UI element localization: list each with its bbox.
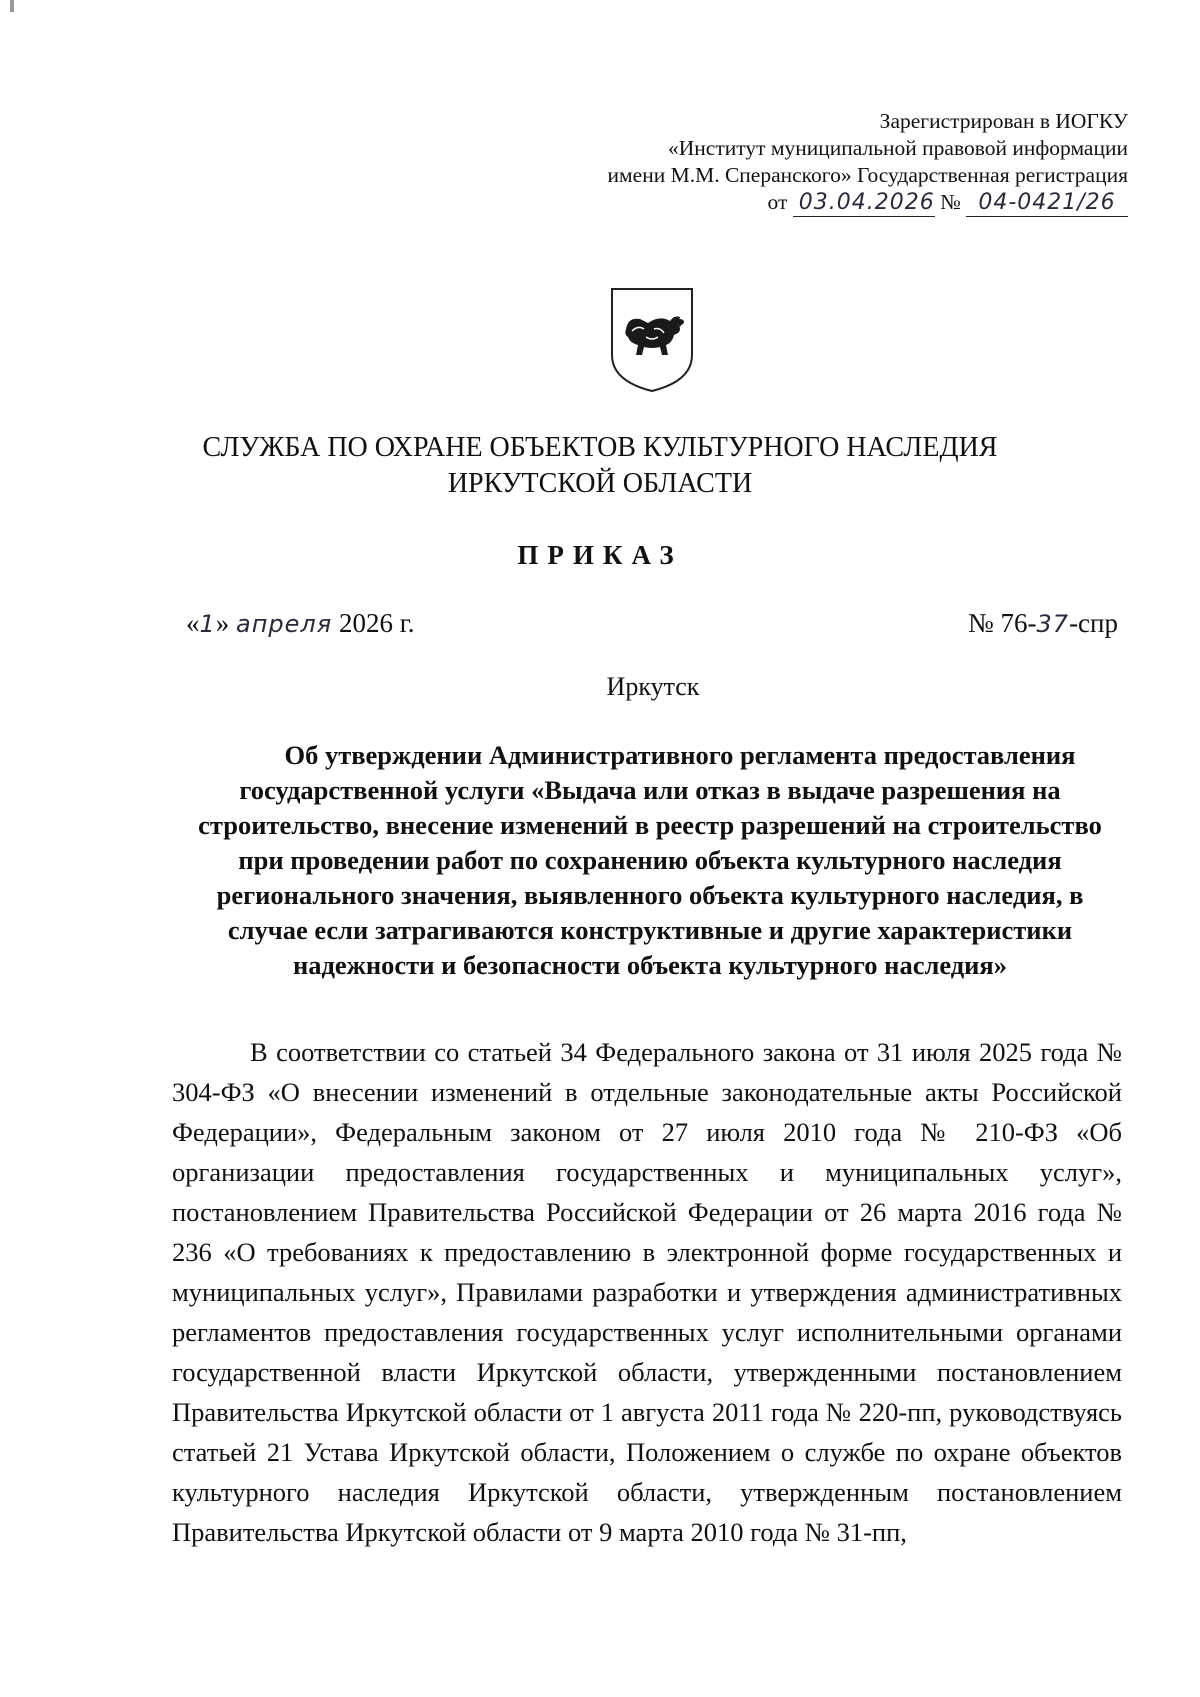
order-number-handwritten: 37 — [1036, 610, 1070, 638]
irkutsk-coat-of-arms-icon — [608, 285, 696, 395]
document-title: Об утверждении Административного регламента предоставления государственной услуги «Выдача или отказ в выдаче разрешения на строительство, внесение изменений в реестр разрешений на строительство при проведении работ по сохранению объекта культурного наследия регионального значения, выявленного объекта культурного наследия, в случае если затрагиваются конструктивные и другие характеристики надежности и безопасности объекта культурного наследия» — [198, 740, 1102, 980]
date-day: 1 — [199, 610, 216, 638]
registration-line-3: имени М.М. Сперанского» Государственная регистрация — [607, 163, 1128, 187]
order-date — [186, 608, 415, 639]
registration-line-2: «Институт муниципальной правовой информации — [668, 136, 1128, 160]
body-paragraph: В соответствии со статьей 34 Федерального закона от 31 июля 2025 года № 304-ФЗ «О внесении изменений в отдельные законодательные акты Российской Федерации», Федеральным законом от 27 июля 2010 года № 210-ФЗ «Об организации предоставления государственных и муниципальных услуг», постановлением Правительства Российской Федерации от 26 марта 2016 года № 236 «О требованиях к предоставлению в электронной форме государственных и муниципальных услуг», Правилами разработки и утверждения административных регламентов предоставления государственных услуг исполнительными органами государственной власти Иркутской области, утвержденными постановлением Правительства Иркутской области от 1 августа 2011 года № 220-пп, руководствуясь статьей 21 Устава Иркутской области, Положением о службе по охране объектов культурного наследия Иркутской области, утвержденным постановлением Правительства Иркутской области от 9 марта 2010 года № 31-пп, — [172, 1037, 1122, 1547]
order-number-suffix: -спр — [1069, 608, 1118, 638]
order-number — [968, 608, 1118, 639]
city: Иркутск — [606, 672, 700, 701]
date-month: апреля — [236, 610, 333, 638]
registration-from-label: от — [767, 190, 788, 214]
registration-date: 03.04.2026 — [793, 189, 935, 217]
registration-number-label: № — [940, 190, 961, 214]
date-quote-open: « — [186, 608, 200, 638]
date-year: 2026 г. — [338, 608, 415, 638]
registration-number: 04-0421/26 — [966, 189, 1128, 217]
scan-margin-mark — [10, 0, 14, 12]
agency-name — [0, 430, 1200, 502]
agency-line-1: СЛУЖБА ПО ОХРАНЕ ОБЪЕКТОВ КУЛЬТУРНОГО НАСЛЕДИЯ — [202, 432, 998, 463]
date-quote-close: » — [215, 608, 230, 638]
registration-line-4 — [608, 189, 1128, 217]
document-type: ПРИКАЗ — [517, 540, 683, 570]
agency-line-2: ИРКУТСКОЙ ОБЛАСТИ — [447, 468, 753, 499]
order-number-prefix: № 76- — [968, 608, 1037, 638]
registration-line-1: Зарегистрирован в ИОГКУ — [879, 109, 1128, 133]
registration-stamp — [608, 108, 1128, 217]
